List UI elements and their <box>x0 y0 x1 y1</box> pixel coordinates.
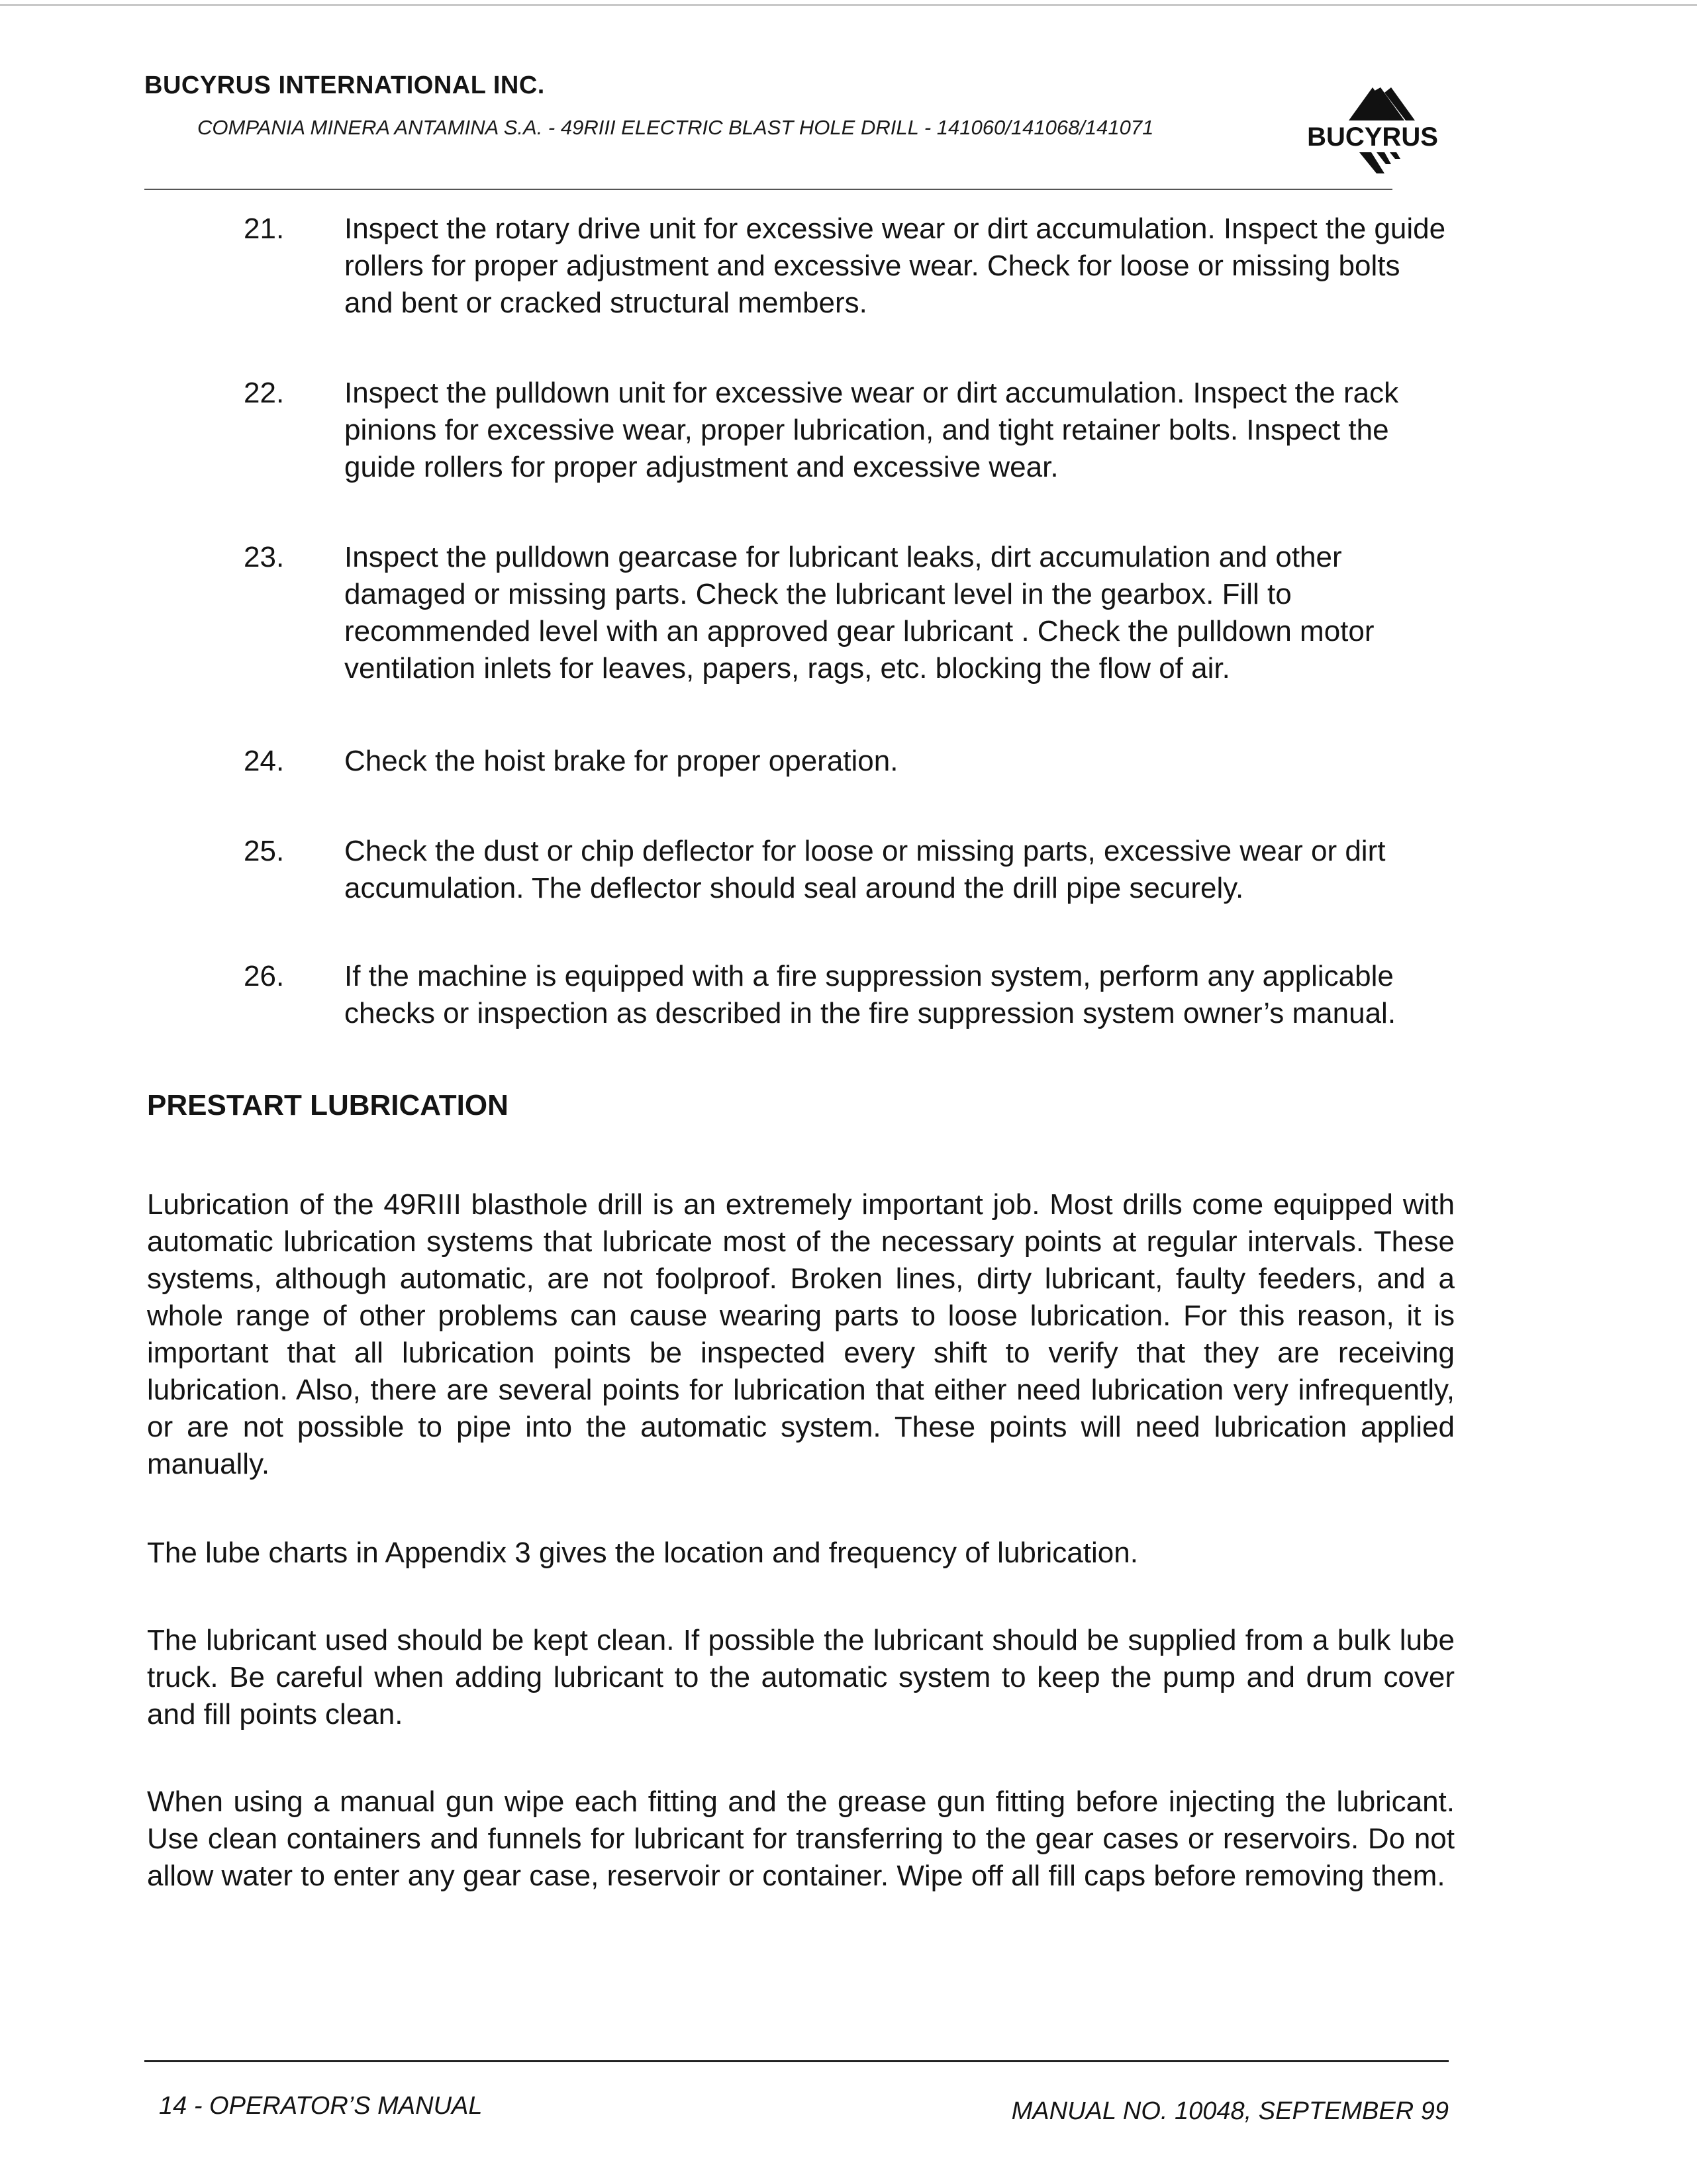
footer-divider <box>144 2060 1449 2062</box>
company-name: BUCYRUS INTERNATIONAL INC. <box>144 71 545 99</box>
item-number: 21. <box>244 213 285 245</box>
item-text: Inspect the pulldown unit for excessive wear or dirt accumulation. Inspect the rack pinions for excessive wear, proper lubrication, and tight retainer bolts. Inspect the guide rollers for proper adjustment and excessive wear. <box>344 377 1399 483</box>
logo-stroke-3 <box>1390 152 1400 159</box>
item-text: If the machine is equipped with a fire suppression system, perform any applicable checks or inspection as described in the fire suppression system owner’s manual. <box>344 960 1396 1029</box>
top-scan-edge <box>0 4 1697 6</box>
item-text: Check the dust or chip deflector for loose or missing parts, excessive wear or dirt accumulation. The deflector should seal around the drill pipe securely. <box>344 835 1386 904</box>
bucyrus-logo <box>1294 86 1453 179</box>
paragraph-clean-lubricant: The lubricant used should be kept clean. If possible the lubricant should be supplied from a bulk lube truck. Be careful when adding lubricant to the automatic system to keep the pump and drum cover and fill points clean. <box>147 1624 1455 1731</box>
footer-manual-number: MANUAL NO. 10048, SEPTEMBER 99 <box>1011 2097 1449 2125</box>
item-text: Inspect the rotary drive unit for excessive wear or dirt accumulation. Inspect the guide rollers for proper adjustment and excessive wear. Check for loose or missing bolts and bent or cracked structural members. <box>344 213 1446 319</box>
paragraph-lubrication-overview: Lubrication of the 49RIII blasthole drill is an extremely important job. Most drills come equipped with automatic lubrication systems that lubricate most of the necessary points at regular intervals. These systems, although automatic, are not foolproof. Broken lines, dirty lubricant, faulty feeders, and a whole range of other problems can cause wearing parts to loose lubrication. For this reason, it is important that all lubrication points be inspected every shift to verify that they are receiving lubrication. Also, there are several points for lubrication that either need lubrication very infrequently, or are not possible to pipe into the automatic system. These points will need lubrication applied manually. <box>147 1188 1455 1480</box>
item-text: Inspect the pulldown gearcase for lubricant leaks, dirt accumulation and other damaged or missing parts. Check the lubricant level in the gearbox. Fill to recommended level with an approved gear lubricant . Check the pulldown motor ventilation inlets for leaves, papers, rags, etc. blocking the flow of air. <box>344 541 1375 685</box>
item-number: 22. <box>244 377 285 409</box>
item-number: 23. <box>244 541 285 573</box>
document-subtitle: COMPANIA MINERA ANTAMINA S.A. - 49RIII ELECTRIC BLAST HOLE DRILL - 141060/141068/141071 <box>197 116 1154 139</box>
item-number: 24. <box>244 745 285 777</box>
item-number: 25. <box>244 835 285 867</box>
item-text: Check the hoist brake for proper operation. <box>344 745 898 777</box>
header-divider <box>144 189 1392 190</box>
logo-stroke-2 <box>1377 152 1391 164</box>
paragraph-manual-gun: When using a manual gun wipe each fitting and the grease gun fitting before injecting the lubricant. Use clean containers and funnels for lubricant for transferring to the gear cases or reservoirs. Do not allow water to enter any gear case, reservoir or container. Wipe off all fill caps before removing them. <box>147 1785 1455 1892</box>
logo-text: BUCYRUS <box>1307 122 1438 152</box>
section-heading: PRESTART LUBRICATION <box>147 1089 509 1121</box>
item-number: 26. <box>244 960 285 992</box>
paragraph-lube-charts: The lube charts in Appendix 3 gives the location and frequency of lubrication. <box>147 1537 1138 1569</box>
footer-page-label: 14 - OPERATOR’S MANUAL <box>159 2092 483 2120</box>
